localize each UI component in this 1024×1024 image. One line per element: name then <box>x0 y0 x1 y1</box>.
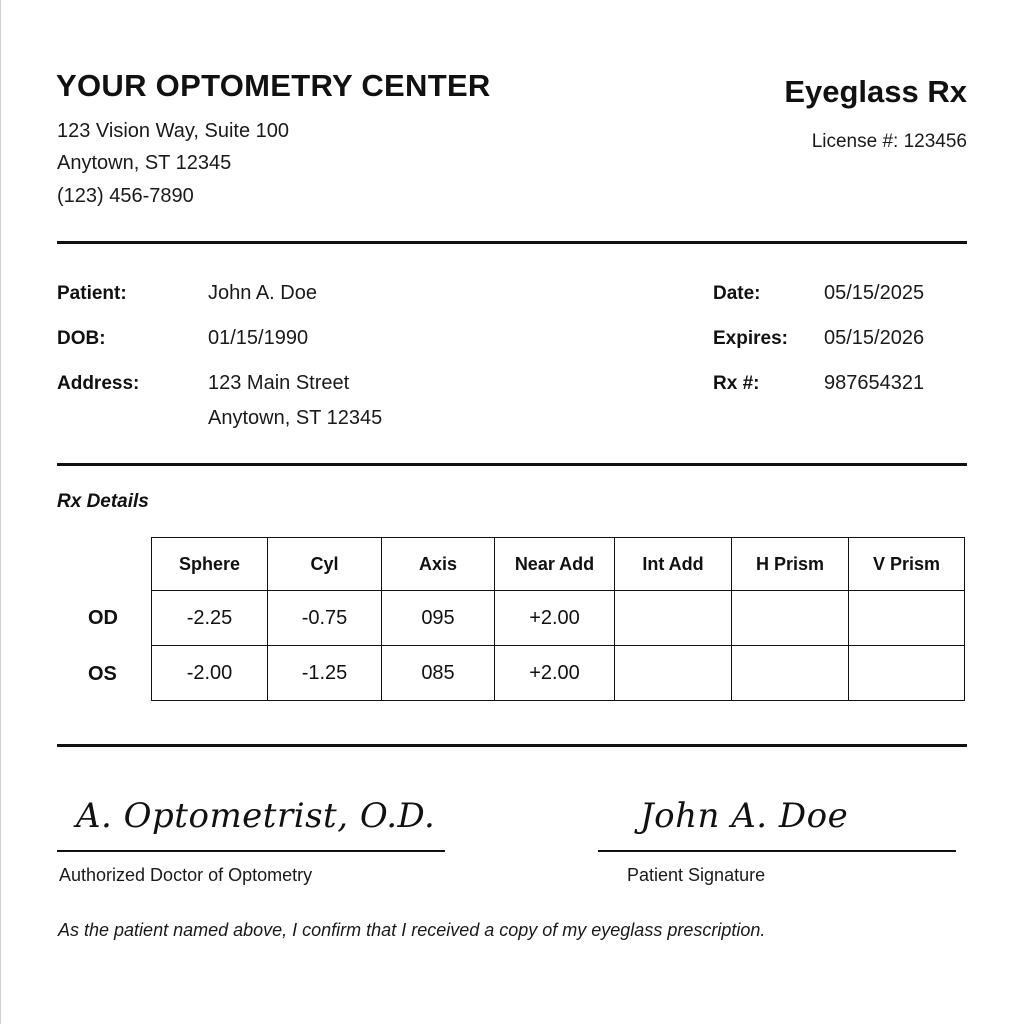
header-int-add: Int Add <box>615 538 732 591</box>
rx-number-label: Rx #: <box>713 373 760 394</box>
patient-address-line2: Anytown, ST 12345 <box>208 407 383 429</box>
document-title: Eyeglass Rx <box>784 74 967 109</box>
os-cyl: -1.25 <box>268 646 382 701</box>
doctor-signature: A. Optometrist, O.D. <box>76 796 436 836</box>
od-cyl: -0.75 <box>268 591 382 646</box>
patient-signature-line <box>598 850 956 852</box>
od-v-prism <box>849 591 965 646</box>
rx-details-title: Rx Details <box>57 491 149 512</box>
patient-label: Patient: <box>57 283 127 304</box>
divider-patient <box>57 463 967 466</box>
license-number: License #: 123456 <box>811 131 967 152</box>
dob-label: DOB: <box>57 328 106 349</box>
header-near-add: Near Add <box>495 538 615 591</box>
date-value: 05/15/2025 <box>824 282 925 304</box>
od-axis: 095 <box>382 591 495 646</box>
page-edge <box>0 0 1 1024</box>
rx-number-value: 987654321 <box>824 372 925 394</box>
expires-label: Expires: <box>713 328 788 349</box>
eye-label-od: OD <box>88 607 118 629</box>
rx-header-row <box>152 538 965 591</box>
os-near-add: +2.00 <box>495 646 615 701</box>
table-row-od <box>152 591 965 646</box>
patient-signature: John A. Doe <box>640 796 849 836</box>
os-sphere: -2.00 <box>152 646 268 701</box>
od-near-add: +2.00 <box>495 591 615 646</box>
header-cyl: Cyl <box>268 538 382 591</box>
date-label: Date: <box>713 283 761 304</box>
os-v-prism <box>849 646 965 701</box>
clinic-phone: (123) 456-7890 <box>57 185 194 207</box>
header-h-prism: H Prism <box>732 538 849 591</box>
clinic-address-line2: Anytown, ST 12345 <box>57 152 232 174</box>
divider-rx <box>57 744 967 747</box>
od-h-prism <box>732 591 849 646</box>
table-row-os <box>152 646 965 701</box>
patient-signature-caption: Patient Signature <box>627 865 766 885</box>
clinic-name: YOUR OPTOMETRY CENTER <box>56 68 491 103</box>
expires-value: 05/15/2026 <box>824 327 925 349</box>
patient-address-line1: 123 Main Street <box>208 372 350 394</box>
clinic-address-line1: 123 Vision Way, Suite 100 <box>57 120 289 142</box>
od-sphere: -2.25 <box>152 591 268 646</box>
rx-table <box>151 537 965 701</box>
divider-header <box>57 241 967 244</box>
header-axis: Axis <box>382 538 495 591</box>
eye-label-os: OS <box>88 663 117 685</box>
confirmation-statement: As the patient named above, I confirm that I received a copy of my eyeglass prescription. <box>58 920 766 940</box>
header-v-prism: V Prism <box>849 538 965 591</box>
os-axis: 085 <box>382 646 495 701</box>
od-int-add <box>615 591 732 646</box>
os-int-add <box>615 646 732 701</box>
doctor-signature-caption: Authorized Doctor of Optometry <box>59 865 313 885</box>
header-sphere: Sphere <box>152 538 268 591</box>
dob-value: 01/15/1990 <box>208 327 309 349</box>
patient-name: John A. Doe <box>208 282 317 304</box>
address-label: Address: <box>57 373 140 394</box>
doctor-signature-line <box>57 850 445 852</box>
os-h-prism <box>732 646 849 701</box>
